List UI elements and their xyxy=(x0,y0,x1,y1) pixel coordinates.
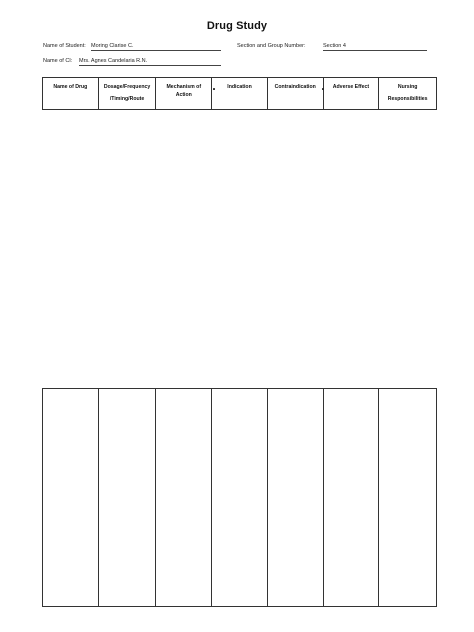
header-row xyxy=(43,78,436,109)
student-field[interactable]: Moring Clarise C. xyxy=(91,43,221,51)
drug-study-header-table xyxy=(42,77,437,110)
header-label: Indication xyxy=(227,84,252,90)
header-label: Responsibilities xyxy=(387,95,428,102)
student-label: Name of Student: xyxy=(43,43,86,49)
header-cell xyxy=(43,78,99,109)
header-cell xyxy=(268,78,324,109)
header-label: Nursing xyxy=(397,84,418,90)
ci-label: Name of CI: xyxy=(43,58,73,64)
stray-mark xyxy=(213,88,215,90)
body-cell[interactable] xyxy=(99,389,157,606)
stray-mark xyxy=(322,88,324,90)
header-cell xyxy=(156,78,212,109)
body-cell[interactable] xyxy=(324,389,380,606)
header-label: Contraindication xyxy=(274,84,316,90)
body-cell[interactable] xyxy=(379,389,436,606)
header-cell xyxy=(212,78,268,109)
header-label: /Timing/Route xyxy=(109,95,145,102)
section-field[interactable]: Section 4 xyxy=(323,43,427,51)
header-label: Adverse Effect xyxy=(332,84,370,90)
body-cell[interactable] xyxy=(212,389,268,606)
header-label: Mechanism of xyxy=(166,84,202,90)
header-cell xyxy=(379,78,436,109)
drug-study-body-table xyxy=(42,388,437,607)
body-cell[interactable] xyxy=(156,389,212,606)
page-title: Drug Study xyxy=(206,20,268,32)
ci-field[interactable]: Mrs. Agnes Candelaria R.N. xyxy=(79,58,221,66)
header-label: Name of Drug xyxy=(53,84,88,90)
header-cell xyxy=(99,78,157,109)
body-cell[interactable] xyxy=(268,389,324,606)
section-label: Section and Group Number: xyxy=(237,43,306,49)
header-cell xyxy=(324,78,380,109)
body-row xyxy=(43,389,436,606)
header-label: Dosage/Frequency xyxy=(103,84,151,90)
header-label: Action xyxy=(175,91,192,98)
body-cell[interactable] xyxy=(43,389,99,606)
